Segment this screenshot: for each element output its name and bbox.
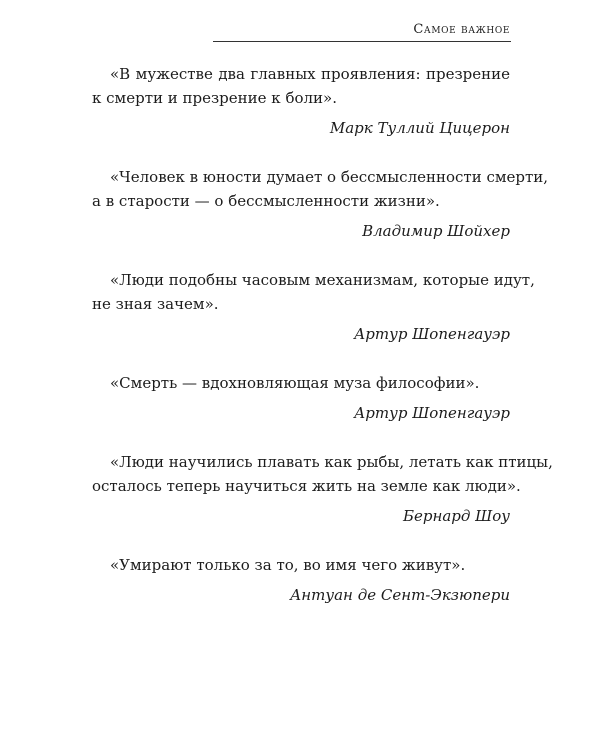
quote-line: «Человек в юности думает о бессмысленности смерти,	[110, 168, 549, 186]
header-rule	[213, 41, 511, 42]
quote-block	[92, 268, 535, 346]
quote-line: «В мужестве два главных проявления: презрение	[110, 65, 510, 83]
quote-block	[92, 371, 510, 425]
quote-author: Артур Шопенгауэр	[353, 325, 510, 343]
running-head: Самое важное	[413, 22, 510, 37]
quote-line: осталось теперь научиться жить на земле как люди».	[92, 477, 521, 495]
quote-author: Владимир Шойхер	[362, 222, 510, 240]
quote-author: Марк Туллий Цицерон	[329, 119, 510, 137]
quote-line: «Умирают только за то, во имя чего живут».	[110, 556, 466, 574]
quote-line: «Люди подобны часовым механизмам, которые идут,	[110, 271, 535, 289]
quote-author: Антуан де Сент-Экзюпери	[289, 586, 510, 604]
quote-line: «Смерть — вдохновляющая муза философии».	[110, 374, 480, 392]
quote-author: Бернард Шоу	[402, 507, 510, 525]
quote-line: «Люди научились плавать как рыбы, летать как птицы,	[110, 453, 553, 471]
quote-block	[92, 553, 510, 607]
quote-line: а в старости — о бессмысленности жизни».	[92, 192, 440, 210]
quote-author: Артур Шопенгауэр	[353, 404, 510, 422]
quote-block	[92, 450, 553, 528]
quote-line: к смерти и презрение к боли».	[92, 89, 337, 107]
quotes-list	[92, 62, 553, 632]
quote-line: не зная зачем».	[92, 295, 219, 313]
quote-block	[92, 165, 549, 243]
quote-block	[92, 62, 510, 140]
